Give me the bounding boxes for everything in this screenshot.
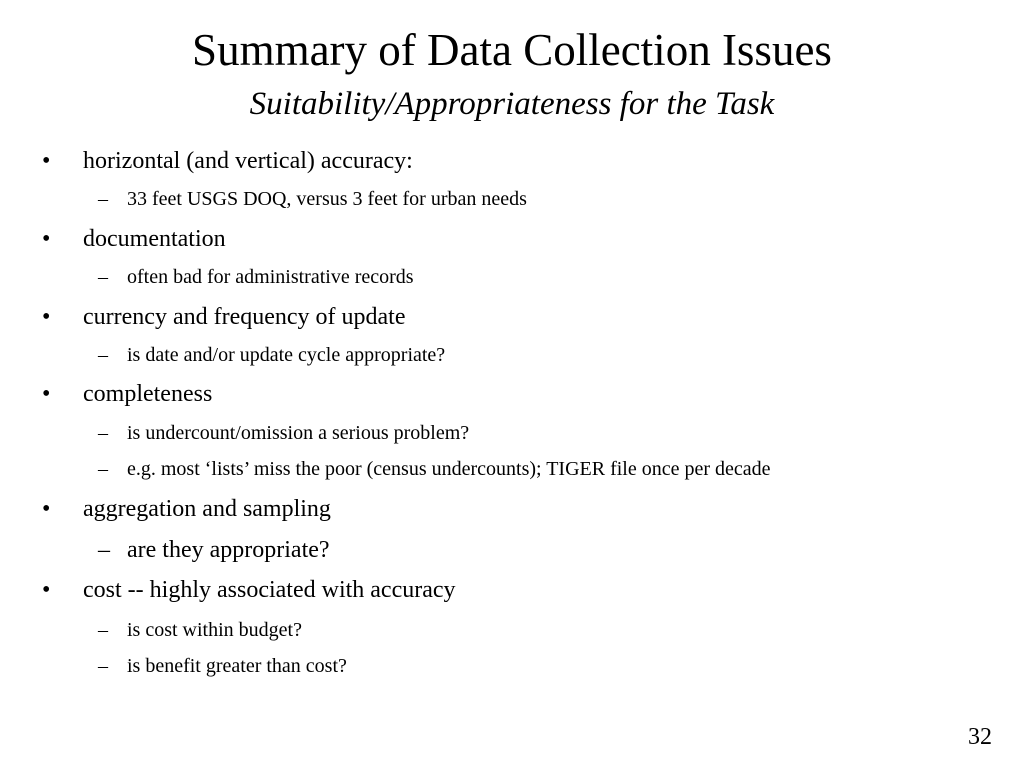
bullet-text: aggregation and sampling [83,496,331,522]
sub-bullet-text: is cost within budget? [127,619,302,641]
bullet-text: cost -- highly associated with accuracy [83,577,456,603]
sub-bullet-marker: – [98,537,110,563]
sub-bullet-marker: – [98,266,108,288]
bullet-item [42,146,413,176]
sub-bullet-text: is undercount/omission a serious problem? [127,422,470,444]
sub-bullet-marker: – [98,344,108,366]
bullet-item [42,379,212,409]
sub-bullet-marker: – [98,655,108,677]
bullet-item [42,302,406,332]
sub-bullet-item [98,420,469,446]
bullet-text: completeness [83,381,213,407]
sub-bullet-text: often bad for administrative records [127,266,414,288]
page-number: 32 [968,724,992,750]
bullet-item [42,575,456,605]
bullet-marker: • [42,148,51,174]
sub-bullet-marker: – [98,188,108,210]
sub-bullet-item [98,186,527,212]
sub-bullet-item [98,456,771,482]
bullet-marker: • [42,496,51,522]
sub-bullet-item [98,342,445,368]
sub-bullet-text: are they appropriate? [127,537,330,563]
sub-bullet-text: is benefit greater than cost? [127,655,347,677]
bullet-marker: • [42,381,51,407]
sub-bullet-text: 33 feet USGS DOQ, versus 3 feet for urban needs [127,188,527,210]
slide-title: Summary of Data Collection Issues [192,25,832,75]
sub-bullet-marker: – [98,619,108,641]
bullet-marker: • [42,226,51,252]
sub-bullet-item [98,653,347,679]
sub-bullet-text: e.g. most ‘lists’ miss the poor (census undercounts); TIGER file once per decade [127,458,771,480]
sub-bullet-marker: – [98,458,108,480]
bullet-item [42,224,226,254]
bullet-text: documentation [83,226,226,252]
bullet-text: horizontal (and vertical) accuracy: [83,148,413,174]
bullet-marker: • [42,304,51,330]
slide-subtitle: Suitability/Appropriateness for the Task [249,86,775,122]
bullet-text: currency and frequency of update [83,304,406,330]
bullet-marker: • [42,577,51,603]
sub-bullet-item [98,617,302,643]
bullet-item [42,494,331,524]
sub-bullet-item [98,535,330,565]
sub-bullet-text: is date and/or update cycle appropriate? [127,344,446,366]
sub-bullet-marker: – [98,422,108,444]
sub-bullet-item [98,264,414,290]
